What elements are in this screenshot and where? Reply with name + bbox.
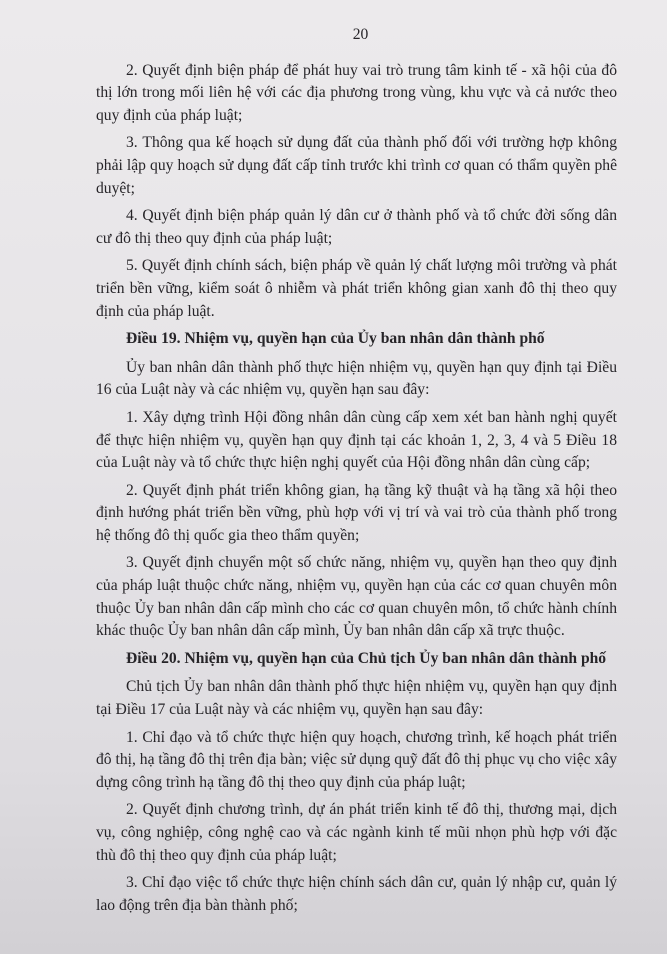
paragraph-clause-2: 2. Quyết định biện pháp để phát huy vai trò trung tâm kinh tế - xã hội của đô thị lớn trong mối liên hệ với các địa phương trong vùng, khu vực và cả nước theo quy định của pháp luật;	[96, 61, 617, 124]
article-20-clause-2: 2. Quyết định chương trình, dự án phát triển kinh tế đô thị, thương mại, dịch vụ, công nghiệp, công nghệ cao và các ngành kinh tế mũi nhọn phù hợp với đặc thù đô thị theo quy định của pháp luật;	[96, 801, 617, 864]
article-20-intro: Chủ tịch Ủy ban nhân dân thành phố thực hiện nhiệm vụ, quyền hạn quy định tại Điều 17 của Luật này và các nhiệm vụ, quyền hạn sau đây:	[96, 678, 617, 719]
page-number: 20	[352, 26, 369, 43]
article-20-clause-1: 1. Chỉ đạo và tổ chức thực hiện quy hoạch, chương trình, kế hoạch phát triển đô thị, hạ tầng đô thị trên địa bàn; việc sử dụng quỹ đất đô thị phục vụ cho việc xây dựng công trình hạ tầng đô thị theo quy định của pháp luật;	[96, 728, 617, 791]
paragraph-clause-3: 3. Thông qua kế hoạch sử dụng đất của thành phố đối với trường hợp không phải lập quy hoạch sử dụng đất cấp tỉnh trước khi trình cơ quan có thẩm quyền phê duyệt;	[96, 134, 617, 197]
article-20-heading: Điều 20. Nhiệm vụ, quyền hạn của Chủ tịch Ủy ban nhân dân thành phố	[126, 649, 607, 667]
article-19-clause-2: 2. Quyết định phát triển không gian, hạ tầng kỹ thuật và hạ tầng xã hội theo định hướng phát triển bền vững, phù hợp với vị trí và vai trò của thành phố trong hệ thống đô thị quốc gia theo thẩm quyền;	[96, 481, 617, 544]
article-20-clause-3: 3. Chỉ đạo việc tổ chức thực hiện chính sách dân cư, quản lý nhập cư, quản lý lao động trên địa bàn thành phố;	[96, 874, 617, 914]
paragraph-clause-4: 4. Quyết định biện pháp quản lý dân cư ở thành phố và tổ chức đời sống dân cư đô thị theo quy định của pháp luật;	[96, 207, 617, 247]
article-19-clause-3: 3. Quyết định chuyển một số chức năng, nhiệm vụ, quyền hạn theo quy định của pháp luật thuộc chức năng, nhiệm vụ, quyền hạn của các cơ quan chuyên môn thuộc Ủy ban nhân dân cấp mình cho các cơ quan chuyên môn, tổ chức hành chính khác thuộc Ủy ban nhân dân cấp mình, Ủy ban nhân dân cấp xã trực thuộc.	[96, 554, 617, 640]
article-19-intro: Ủy ban nhân dân thành phố thực hiện nhiệm vụ, quyền hạn quy định tại Điều 16 của Luật này và các nhiệm vụ, quyền hạn sau đây:	[96, 358, 617, 399]
article-19-clause-1: 1. Xây dựng trình Hội đồng nhân dân cùng cấp xem xét ban hành nghị quyết để thực hiện nhiệm vụ, quyền hạn quy định tại các khoản 1, 2, 3, 4 và 5 Điều 18 của Luật này và tổ chức thực hiện nghị quyết của Hội đồng nhân dân cùng cấp;	[96, 408, 617, 472]
article-19-heading: Điều 19. Nhiệm vụ, quyền hạn của Ủy ban nhân dân thành phố	[126, 330, 545, 348]
paragraph-clause-5: 5. Quyết định chính sách, biện pháp về quản lý chất lượng môi trường và phát triển bền vững, kiểm soát ô nhiễm và phát triển không gian xanh đô thị theo quy định của pháp luật.	[96, 257, 617, 320]
